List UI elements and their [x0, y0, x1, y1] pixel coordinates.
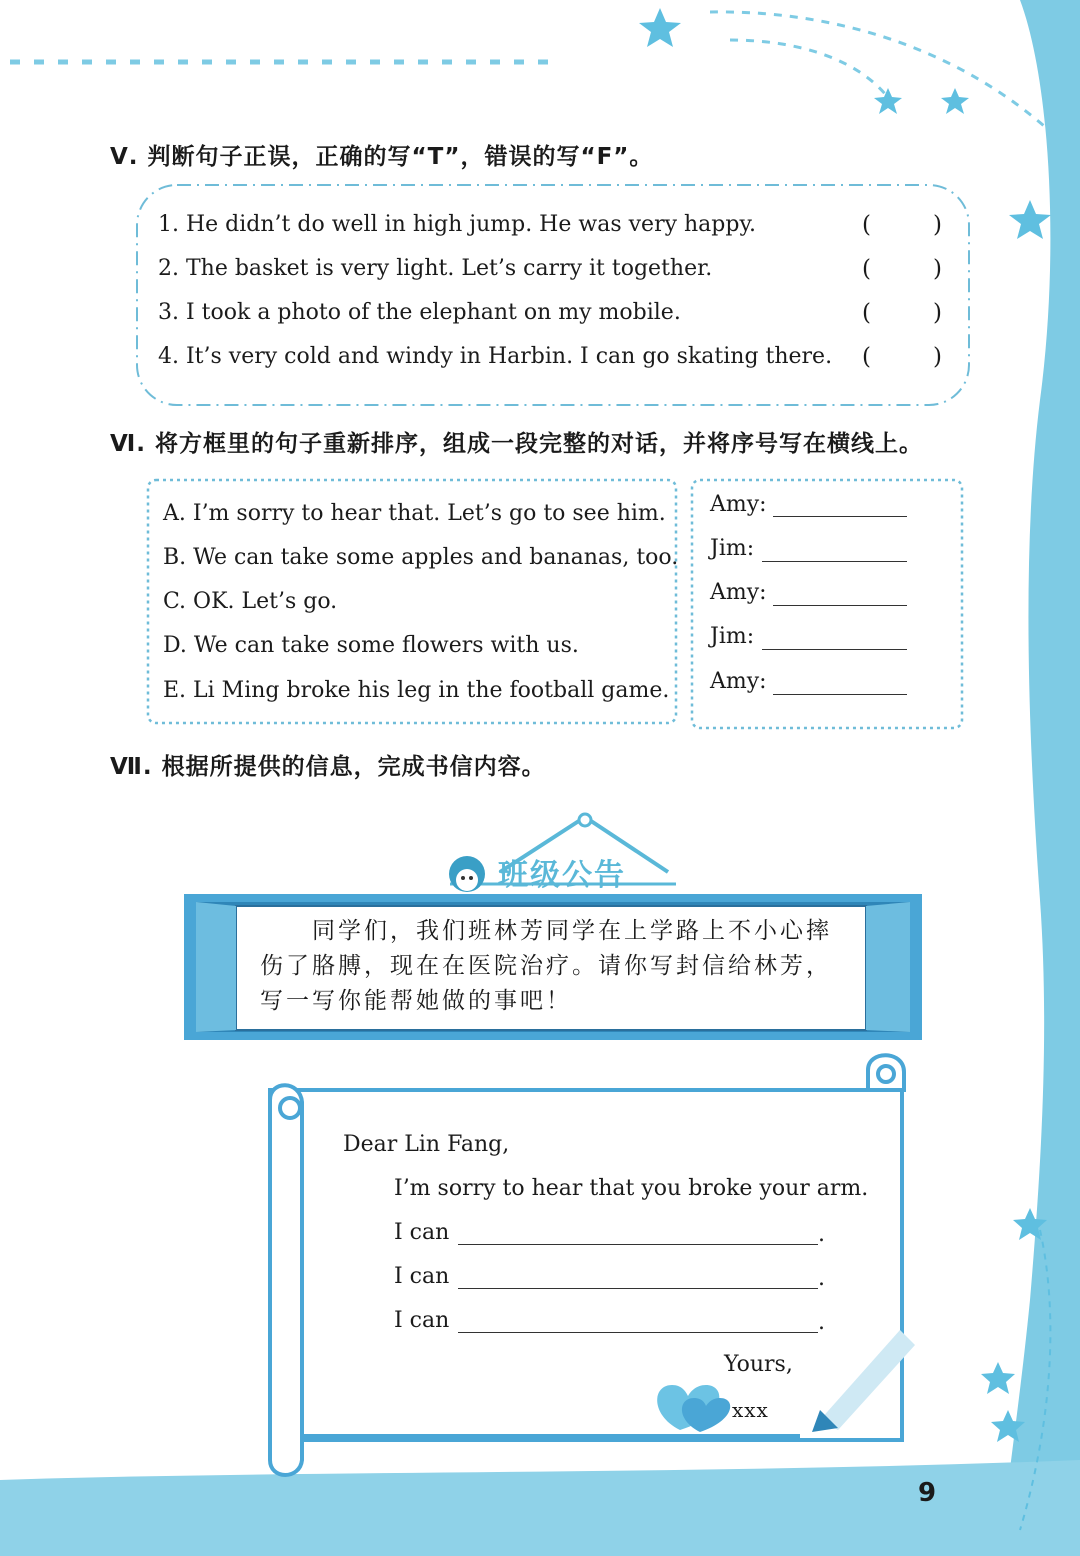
letter-opening: I’m sorry to hear that you broke your arm.: [394, 1176, 869, 1201]
star-icon: [1009, 200, 1051, 239]
speaker-label-1: Amy:: [710, 492, 767, 517]
section7-heading: Ⅶ. 根据所提供的信息，完成书信内容。: [110, 754, 546, 780]
option-d: D. We can take some flowers with us.: [163, 633, 579, 658]
section5-item-3: 3. I took a photo of the elephant on my mobile.: [158, 300, 681, 325]
section6-heading: Ⅵ. 将方框里的句子重新排序，组成一段完整的对话，并将序号写在横线上。: [110, 431, 924, 457]
letter-line-3-label: I can: [394, 1308, 450, 1333]
speaker-label-4: Jim:: [710, 624, 755, 649]
letter-blank-2[interactable]: [458, 1288, 818, 1289]
answer-paren-2[interactable]: ( ): [862, 256, 942, 282]
answer-blank-4[interactable]: [762, 649, 907, 650]
answer-blank-3[interactable]: [773, 605, 907, 606]
child-avatar-icon: [449, 856, 485, 892]
letter-line-2-label: I can: [394, 1264, 450, 1289]
letter-closing: Yours,: [724, 1352, 793, 1377]
notice-line-3: 写一写你能帮她做的事吧！: [260, 988, 572, 1014]
answer-blank-5[interactable]: [773, 694, 907, 695]
notice-line-1: 同学们，我们班林芳同学在上学路上不小心摔: [312, 918, 832, 944]
letter-line-1-label: I can: [394, 1220, 450, 1245]
answer-paren-1[interactable]: ( ): [862, 212, 942, 238]
answer-paren-4[interactable]: ( ): [862, 344, 942, 370]
notice-line-2: 伤了胳膊，现在在医院治疗。请你写封信给林芳，: [260, 953, 832, 979]
section5-item-2: 2. The basket is very light. Let’s carry it together.: [158, 256, 713, 281]
speaker-label-3: Amy:: [710, 580, 767, 605]
option-a: A. I’m sorry to hear that. Let’s go to see him.: [163, 501, 666, 526]
letter-period-3: .: [818, 1310, 825, 1335]
letter-period-2: .: [818, 1266, 825, 1291]
option-c: C. OK. Let’s go.: [163, 589, 338, 614]
option-e: E. Li Ming broke his leg in the football game.: [163, 678, 670, 703]
notice-title: 班级公告: [498, 858, 626, 893]
answer-blank-2[interactable]: [762, 561, 907, 562]
letter-scroll: [270, 1055, 904, 1475]
bottom-band: [0, 1460, 1080, 1556]
section5-item-4: 4. It’s very cold and windy in Harbin. I can go skating there.: [158, 344, 833, 369]
speaker-label-5: Amy:: [710, 669, 767, 694]
answer-blank-1[interactable]: [773, 516, 907, 517]
section5-item-1: 1. He didn’t do well in high jump. He was very happy.: [158, 212, 756, 237]
answer-paren-3[interactable]: ( ): [862, 300, 942, 326]
section5-heading: Ⅴ. 判断句子正误，正确的写“T”，错误的写“F”。: [110, 144, 654, 170]
star-icon: [981, 1362, 1015, 1394]
star-icon: [874, 88, 902, 114]
option-b: B. We can take some apples and bananas, too.: [163, 545, 679, 570]
letter-period-1: .: [818, 1222, 825, 1247]
letter-blank-3[interactable]: [458, 1332, 818, 1333]
star-icon: [639, 8, 681, 47]
letter-blank-1[interactable]: [458, 1244, 818, 1245]
letter-signature: xxx: [732, 1398, 769, 1422]
page-number: 9: [918, 1478, 937, 1508]
star-icon: [941, 88, 969, 114]
speaker-label-2: Jim:: [710, 536, 755, 561]
letter-greeting: Dear Lin Fang,: [343, 1132, 510, 1157]
